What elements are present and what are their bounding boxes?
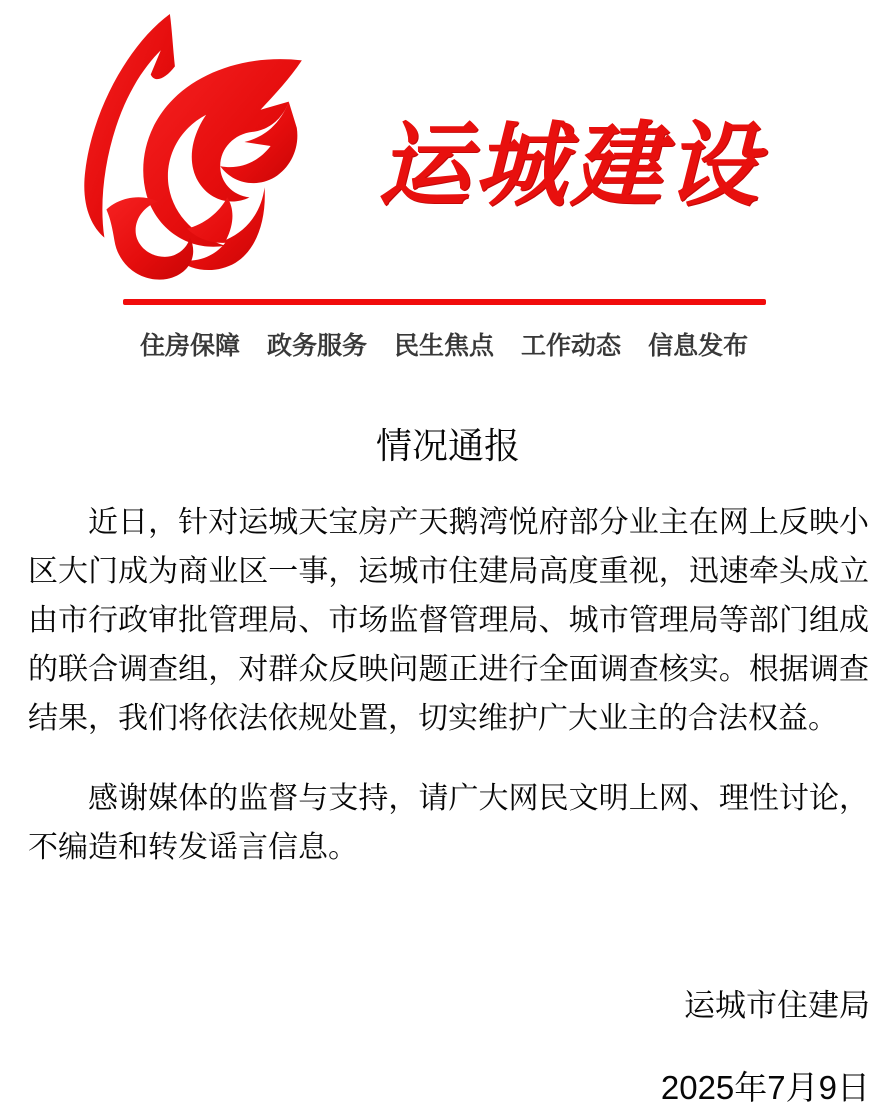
notice-title: 情况通报	[375, 425, 520, 466]
brand-title: 运城建设	[378, 115, 763, 217]
nav-item-livelihood-focus[interactable]: 民生焦点	[394, 332, 495, 360]
notice-paragraph-1: 近日，针对运城天宝房产天鹅湾悦府部分业主在网上反映小区大门成为商业区一事，运城市住建局高度重视，迅速牵头成立由市行政审批管理局、市场监督管理局、城市管理局等部门组成的联合调查组，对群众反映问题正进行全面调查核实。根据调查结果，我们将依法依规处置，切实维护广大业主的合法权益。	[28, 506, 869, 735]
notice-date: 2025年7月9日	[660, 1069, 870, 1106]
notice-signature: 运城市住建局	[684, 988, 870, 1023]
yuncheng-construction-logo[interactable]	[70, 10, 306, 282]
nav-item-government-services[interactable]: 政务服务	[267, 332, 368, 360]
phoenix-ribbon-icon	[70, 10, 306, 282]
nav-menu	[140, 326, 748, 362]
notice-paragraph-2: 感谢媒体的监督与支持，请广大网民文明上网、理性讨论，不编造和转发谣言信息。	[28, 782, 869, 864]
header-divider	[123, 299, 766, 305]
notice-body	[28, 498, 869, 872]
nav-item-housing-security[interactable]: 住房保障	[140, 332, 241, 360]
nav-item-information-release[interactable]: 信息发布	[648, 332, 749, 360]
nav-item-work-updates[interactable]: 工作动态	[521, 332, 622, 360]
